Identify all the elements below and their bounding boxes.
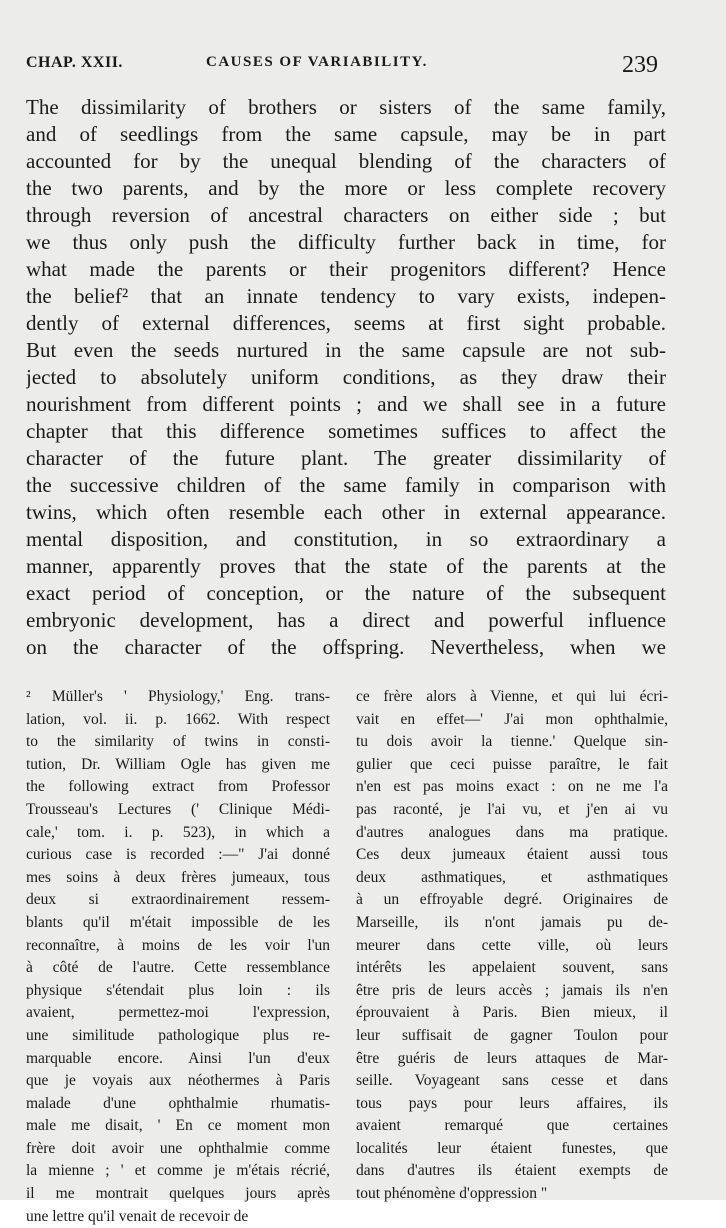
footnote-line: the following extract from Professor [26, 778, 330, 796]
footnote-line: lation, vol. ii. p. 1662. With respect [26, 710, 330, 728]
footnote-line: Ces deux jumeaux étaient aussi tous [356, 846, 668, 864]
body-text-line: through reversion of ancestral characters on either side ; but [26, 203, 666, 227]
footnote-line: à côté de l'autre. Cette ressemblance [26, 959, 330, 977]
body-text-line: exact period of conception, or the nature of the subsequent [26, 581, 666, 605]
footnote-line: être guéris de leurs attaques de Mar- [356, 1049, 668, 1067]
footnote-line: seille. Voyageant sans cesse et dans [356, 1072, 668, 1090]
footnote-line: il me montrait quelques jours après [26, 1185, 330, 1203]
body-text-line: mental disposition, and constitution, in so extraordinary a [26, 527, 666, 551]
footnote-line: meurer dans cette ville, où leurs [356, 936, 668, 954]
footnote-line: une lettre qu'il venait de recevoir de [26, 1207, 249, 1225]
footnote-line: éprouvaient à Paris. Bien mieux, il [356, 1004, 668, 1022]
footnote-line: avaient, permettez-moi l'expression, [26, 1004, 330, 1022]
footnote-line: n'en est pas moins exact : on ne me l'a [356, 778, 668, 796]
footnote-line: une similitude pathologique plus re- [26, 1026, 330, 1044]
footnote-line: Marseille, ils n'ont jamais pu de- [356, 913, 668, 931]
body-text-line: character of the future plant. The greater dissimilarity of [26, 446, 666, 470]
body-text-line: the belief² that an innate tendency to vary exists, indepen- [26, 284, 666, 308]
footnote-line: pas raconté, je l'ai vu, et j'en ai vu [356, 800, 668, 818]
footnote-line: to the similarity of twins in consti- [26, 733, 330, 751]
footnote-line: deux asthmatiques, et asthmatiques [356, 868, 668, 886]
body-text-line: embryonic development, has a direct and powerful influence [26, 608, 666, 632]
footnote-line: male me disait, ' En ce moment mon [26, 1117, 330, 1135]
footnote-line: tu dois avoir la tienne.' Quelque sin- [356, 733, 668, 751]
body-text-line: we thus only push the difficulty further back in time, for [26, 230, 666, 254]
body-text-line: dently of external differences, seems at first sight probable. [26, 311, 666, 335]
footnote-line: frère doit avoir une ophthalmie comme [26, 1139, 330, 1157]
footnote-line: physique s'étendait plus loin : ils [26, 981, 330, 999]
footnote-block [26, 686, 670, 1225]
footnote-line: ce frère alors à Vienne, et qui lui écri- [356, 688, 668, 705]
footnote-line: la mienne ; ' et comme je m'étais récrié, [26, 1162, 330, 1180]
footnote-line: marquable encore. Ainsi l'un d'eux [26, 1049, 330, 1067]
footnote-line: deux si extraordinairement ressem- [26, 891, 330, 909]
body-text-line: accounted for by the unequal blending of the characters of [26, 149, 666, 173]
footnote-line: tous pays pour leurs affaires, ils [356, 1094, 668, 1112]
footnote-line: leur suffisait de gagner Toulon pour [356, 1026, 668, 1044]
footnote-line: curious case is recorded :—" J'ai donné [26, 846, 330, 864]
footnote-line: être pris de leurs accès ; jamais ils n'en [356, 981, 668, 999]
footnote-line: Trousseau's Lectures (' Clinique Médi- [26, 800, 330, 818]
body-text-line: the successive children of the same family in comparison with [26, 473, 666, 497]
body-text-line: The dissimilarity of brothers or sisters of the same family, [26, 95, 666, 119]
body-text-line: jected to absolutely uniform conditions, as they draw their [26, 365, 666, 389]
body-text-line: But even the seeds nurtured in the same capsule are not sub- [26, 338, 666, 362]
footnote-line: à un effroyable degré. Originaires de [356, 891, 668, 909]
footnote-line: gulier que ceci puisse paraître, le fait [356, 755, 668, 773]
body-text-line: and of seedlings from the same capsule, may be in part [26, 122, 666, 146]
body-text-line: twins, which often resemble each other in external appearance. [26, 500, 666, 524]
footnote-line: malade d'une ophthalmie rhumatis- [26, 1094, 330, 1112]
body-text-line: the two parents, and by the more or less complete recovery [26, 176, 666, 200]
footnote-line: localités leur étaient funestes, que [356, 1139, 668, 1157]
footnote-line: avaient remarqué que certaines [356, 1117, 668, 1135]
body-text-line: chapter that this difference sometimes suffices to affect the [26, 419, 666, 443]
footnote-line: vait en effet—' J'ai mon ophthalmie, [356, 710, 668, 728]
body-text-line: manner, apparently proves that the state of the parents at the [26, 554, 666, 578]
body-text-line: nourishment from different points ; and we shall see in a future [26, 392, 666, 416]
footnote-column-left [26, 686, 330, 1228]
footnote-line: ² Müller's ' Physiology,' Eng. trans- [26, 688, 330, 705]
footnote-line: tout phénomène d'oppression " [356, 1185, 548, 1203]
chapter-label: CHAP. XXII. [26, 54, 123, 71]
footnote-line: reconnaître, à moins de les voir l'un [26, 936, 330, 954]
footnote-line: que je voyais aux néothermes à Paris [26, 1072, 330, 1090]
body-paragraph [26, 94, 666, 661]
footnote-line: blants qu'il m'était impossible de les [26, 913, 330, 931]
page-number: 239 [622, 52, 658, 78]
body-text-line: what made the parents or their progenitors different? Hence [26, 257, 666, 281]
footnote-column-right [356, 686, 668, 1206]
footnote-line: mes soins à deux frères jumeaux, tous [26, 868, 330, 886]
footnote-line: dans d'autres ils étaient exempts de [356, 1162, 668, 1180]
running-header [26, 52, 658, 82]
footnote-line: tution, Dr. William Ogle has given me [26, 755, 330, 773]
body-text-line: on the character of the offspring. Nevertheless, when we [26, 635, 666, 659]
running-title: CAUSES OF VARIABILITY. [206, 54, 428, 70]
footnote-line: d'autres analogues dans ma pratique. [356, 823, 668, 841]
footnote-line: cale,' tom. i. p. 523), in which a [26, 823, 330, 841]
footnote-line: intérêts les appelaient souvent, sans [356, 959, 668, 977]
